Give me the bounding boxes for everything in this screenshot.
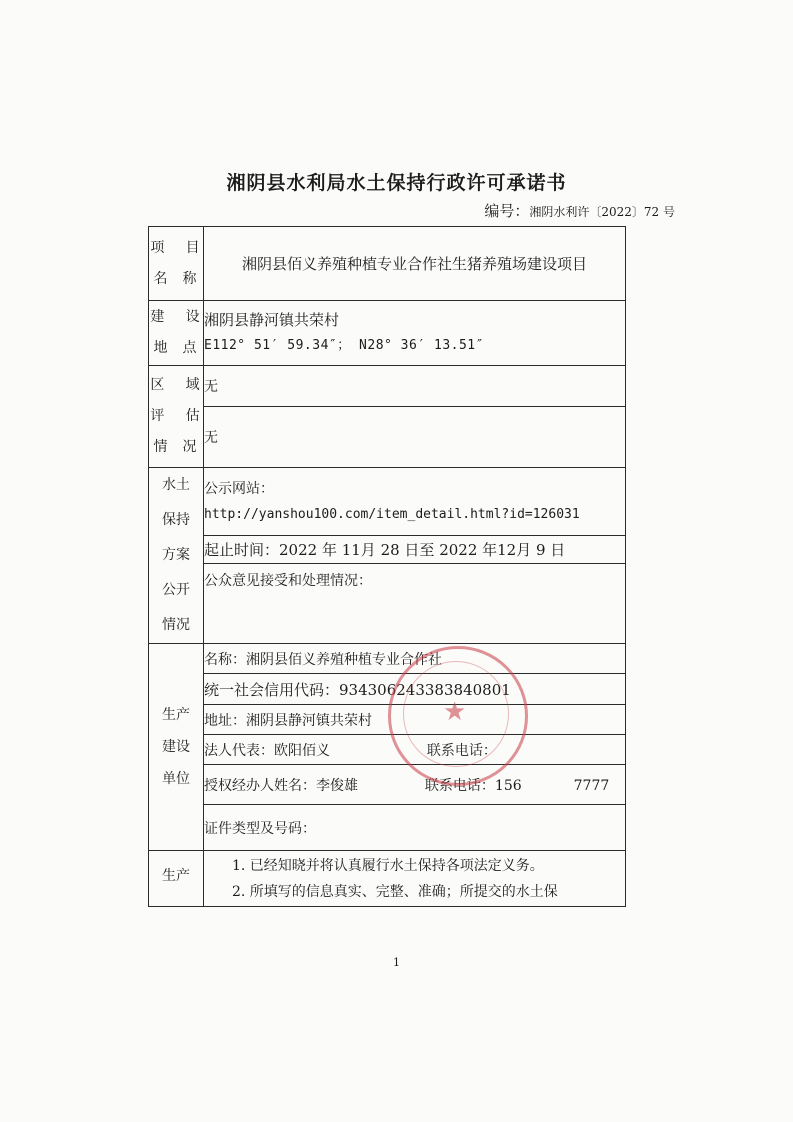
row-commitment — [149, 851, 626, 907]
commitment-item-1: 1. 已经知晓并将认真履行水土保持各项法定义务。 — [232, 857, 544, 874]
row-unit-credit-code — [149, 674, 626, 705]
publicity-site — [204, 468, 626, 536]
publicity-site-label: 公示网站： — [204, 480, 274, 497]
project-name-value: 湘阴县佰义养殖种植专业合作社生猪养殖场建设项目 — [204, 227, 626, 301]
row-publicity-site — [149, 468, 626, 536]
row-project-name — [149, 227, 626, 301]
seal-star-icon: ★ — [443, 697, 467, 727]
label-commitment: 生产 — [149, 851, 204, 907]
unit-agent-cell — [204, 765, 626, 805]
row-unit-agent — [149, 765, 626, 805]
unit-agent-phone-prefix: 联系电话：156 — [424, 777, 522, 794]
publicity-period: 起止时间：2022 年 11月 28 日至 2022 年12月 9 日 — [204, 536, 626, 564]
regional-assessment-value-2: 无 — [204, 407, 626, 468]
label-project-name: 项 目 名 称 — [149, 227, 204, 301]
label-location: 建 设 地 点 — [149, 301, 204, 366]
unit-id-type: 证件类型及号码： — [204, 805, 626, 851]
location-coordinates: E112° 51′ 59.34″； N28° 36′ 13.51″ — [204, 338, 484, 353]
unit-legal-rep: 法人代表：欧阳佰义 — [204, 742, 330, 759]
publicity-feedback: 公众意见接受和处理情况： — [204, 564, 626, 644]
unit-name: 名称：湘阴县佰义养殖种植专业合作社 — [204, 644, 626, 674]
commitment-content — [204, 851, 626, 907]
label-regional-assessment: 区 域 评 估 情 况 — [149, 366, 204, 468]
row-regional-assessment-1 — [149, 366, 626, 407]
row-publicity-period — [149, 536, 626, 564]
row-unit-legal-rep — [149, 735, 626, 765]
page-number: 1 — [393, 956, 400, 969]
unit-credit-code: 统一社会信用代码：934306243383840801 — [204, 674, 626, 705]
row-location — [149, 301, 626, 366]
commitment-item-2: 2. 所填写的信息真实、完整、准确；所提交的水土保 — [232, 883, 558, 900]
unit-agent: 授权经办人姓名：李俊雄 — [204, 777, 358, 794]
document-number — [484, 200, 675, 221]
unit-address: 地址：湘阴县静河镇共荣村 — [204, 705, 626, 735]
regional-assessment-value-1: 无 — [204, 366, 626, 407]
unit-agent-phone-suffix: 7777 — [573, 777, 610, 794]
location-address: 湘阴县静河镇共荣村 — [204, 311, 340, 329]
label-production-unit: 生产 建设 单位 — [149, 644, 204, 851]
document-number-value: 湘阴水利许〔2022〕72 号 — [529, 205, 675, 219]
location-value — [204, 301, 626, 366]
row-unit-id-type — [149, 805, 626, 851]
row-unit-address — [149, 705, 626, 735]
unit-legal-rep-cell — [204, 735, 626, 765]
commitment-form-table — [148, 226, 626, 907]
document-title: 湘阴县水利局水土保持行政许可承诺书 — [226, 172, 567, 194]
row-regional-assessment-2 — [149, 407, 626, 468]
publicity-url: http://yanshou100.com/item_detail.html?id=126031 — [204, 506, 580, 522]
unit-legal-phone: 联系电话： — [426, 742, 497, 759]
document-number-label: 编号： — [484, 202, 530, 220]
row-publicity-feedback — [149, 564, 626, 644]
row-unit-name — [149, 644, 626, 674]
label-publicity: 水土 保持 方案 公开 情况 — [149, 468, 204, 644]
